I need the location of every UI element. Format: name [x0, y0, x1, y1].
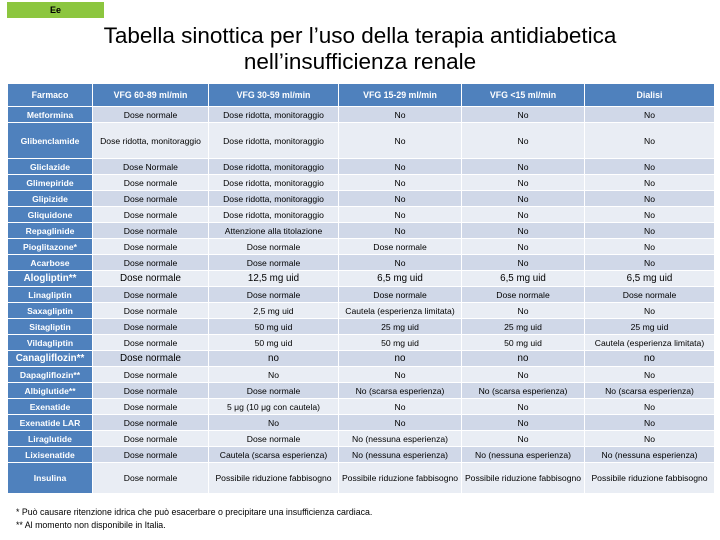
header-farmaco: Farmaco [8, 84, 93, 107]
dosage-cell: no [462, 351, 585, 367]
drug-name-cell: Gliclazide [8, 159, 93, 175]
dosage-cell: No [339, 175, 462, 191]
dosage-cell: No (scarsa esperienza) [339, 383, 462, 399]
dosage-cell: Dose ridotta, monitoraggio [209, 123, 339, 159]
dosage-cell: Dose normale [209, 287, 339, 303]
dosage-cell: No (scarsa esperienza) [462, 383, 585, 399]
table-row [8, 271, 715, 287]
drug-name-cell: Saxagliptin [8, 303, 93, 319]
dosage-cell: no [339, 351, 462, 367]
dosage-cell: 50 mg uid [339, 335, 462, 351]
dosage-cell: No [339, 207, 462, 223]
dosage-cell: Dose normale [93, 431, 209, 447]
dosage-cell: No (nessuna esperienza) [339, 447, 462, 463]
dosage-cell: No [209, 367, 339, 383]
dosage-cell: Possibile riduzione fabbisogno [462, 463, 585, 494]
dosage-cell: No [339, 367, 462, 383]
drug-name-cell: Lixisenatide [8, 447, 93, 463]
dosage-cell: Cautela (esperienza limitata) [339, 303, 462, 319]
dosage-cell: No [585, 107, 715, 123]
table-body [8, 107, 715, 494]
table-row [8, 399, 715, 415]
table-row [8, 159, 715, 175]
table-header-row [8, 84, 715, 107]
dosage-cell: No [339, 255, 462, 271]
dosage-cell: Possibile riduzione fabbisogno [585, 463, 715, 494]
dosage-cell: Cautela (scarsa esperienza) [209, 447, 339, 463]
table-row [8, 223, 715, 239]
slide-title-line-2: nell’insufficienza renale [243, 49, 477, 74]
dosage-cell: No [339, 223, 462, 239]
dosage-cell: Dose normale [93, 207, 209, 223]
dosage-cell: No [462, 303, 585, 319]
slide-tag: Ee [7, 2, 104, 18]
dosage-cell: Dose ridotta, monitoraggio [209, 159, 339, 175]
dosage-cell: No [462, 255, 585, 271]
drug-name-cell: Alogliptin** [8, 271, 93, 287]
dosage-cell: No [462, 223, 585, 239]
dosage-cell: 50 mg uid [462, 335, 585, 351]
dosage-cell: 50 mg uid [209, 319, 339, 335]
dosage-cell: 6,5 mg uid [462, 271, 585, 287]
header-dialisi: Dialisi [585, 84, 715, 107]
dosage-cell: No [585, 223, 715, 239]
dosage-cell: Cautela (esperienza limitata) [585, 335, 715, 351]
slide-title-line-1: Tabella sinottica per l’uso della terapia antidiabetica [103, 23, 617, 48]
dosage-cell: Dose normale [93, 191, 209, 207]
dosage-cell: No [585, 415, 715, 431]
drug-name-cell: Acarbose [8, 255, 93, 271]
table-row [8, 303, 715, 319]
table-row [8, 431, 715, 447]
dosage-cell: Dose ridotta, monitoraggio [209, 207, 339, 223]
dosage-cell: no [585, 351, 715, 367]
dosage-cell: Dose normale [93, 383, 209, 399]
dosage-cell: No [585, 175, 715, 191]
table-row [8, 415, 715, 431]
dosage-cell: No [585, 255, 715, 271]
drug-name-cell: Metformina [8, 107, 93, 123]
header-vfg-15-29: VFG 15-29 ml/min [339, 84, 462, 107]
dosage-cell: 5 μg (10 μg con cautela) [209, 399, 339, 415]
slide-title [0, 23, 720, 75]
dosage-cell: No [585, 159, 715, 175]
table-row [8, 175, 715, 191]
dosage-cell: Dose normale [93, 463, 209, 494]
drug-name-cell: Exenatide LAR [8, 415, 93, 431]
dosage-cell: 6,5 mg uid [585, 271, 715, 287]
dosage-cell: No (nessuna esperienza) [585, 447, 715, 463]
dosage-cell: Dose ridotta, monitoraggio [209, 191, 339, 207]
dosage-cell: Dose normale [93, 271, 209, 287]
dosage-cell: No (nessuna esperienza) [339, 431, 462, 447]
dosage-cell: Dose normale [93, 239, 209, 255]
dosage-cell: No [585, 399, 715, 415]
dosage-cell: Dose normale [209, 431, 339, 447]
table-row [8, 335, 715, 351]
table-row [8, 447, 715, 463]
table-row [8, 319, 715, 335]
dosage-cell: No [339, 399, 462, 415]
table-row [8, 463, 715, 494]
dosage-cell: Dose normale [209, 239, 339, 255]
dosage-cell: No [585, 123, 715, 159]
drug-name-cell: Vildagliptin [8, 335, 93, 351]
dosage-cell: Dose normale [462, 287, 585, 303]
dosage-cell: No [462, 239, 585, 255]
dosage-cell: Dose normale [93, 335, 209, 351]
table-row [8, 287, 715, 303]
table-row [8, 255, 715, 271]
dosage-cell: Dose normale [585, 287, 715, 303]
dosage-cell: no [209, 351, 339, 367]
dosage-cell: Dose ridotta, monitoraggio [209, 107, 339, 123]
dosage-cell: Dose normale [93, 319, 209, 335]
dosage-cell: No [585, 239, 715, 255]
drug-name-cell: Glipizide [8, 191, 93, 207]
dosage-cell: 25 mg uid [585, 319, 715, 335]
dosage-cell: No [585, 207, 715, 223]
drug-name-cell: Albiglutide** [8, 383, 93, 399]
table-row [8, 351, 715, 367]
dosage-cell: No [585, 191, 715, 207]
table-row [8, 383, 715, 399]
table-row [8, 107, 715, 123]
dosage-cell: Dose ridotta, monitoraggio [209, 175, 339, 191]
dosage-cell: Dose normale [209, 255, 339, 271]
dosage-cell: No [462, 431, 585, 447]
dosage-cell: No [209, 415, 339, 431]
dosage-cell: No [462, 191, 585, 207]
renal-therapy-table [7, 83, 715, 494]
dosage-cell: No [585, 367, 715, 383]
dosage-cell: No [462, 175, 585, 191]
dosage-cell: Dose normale [93, 303, 209, 319]
dosage-cell: 50 mg uid [209, 335, 339, 351]
drug-name-cell: Repaglinide [8, 223, 93, 239]
drug-name-cell: Linagliptin [8, 287, 93, 303]
table-row [8, 207, 715, 223]
dosage-cell: No [585, 303, 715, 319]
drug-name-cell: Pioglitazone* [8, 239, 93, 255]
dosage-cell: Dose normale [339, 239, 462, 255]
dosage-cell: No [585, 431, 715, 447]
dosage-cell: 25 mg uid [339, 319, 462, 335]
dosage-cell: Possibile riduzione fabbisogno [209, 463, 339, 494]
dosage-cell: Dose normale [93, 447, 209, 463]
dosage-cell: Dose normale [93, 367, 209, 383]
dosage-cell: 2,5 mg uid [209, 303, 339, 319]
dosage-cell: Dose normale [209, 383, 339, 399]
table-row [8, 191, 715, 207]
dosage-cell: Dose normale [93, 175, 209, 191]
drug-name-cell: Liraglutide [8, 431, 93, 447]
dosage-cell: No [462, 207, 585, 223]
drug-name-cell: Glibenclamide [8, 123, 93, 159]
dosage-cell: Dose normale [93, 255, 209, 271]
drug-name-cell: Exenatide [8, 399, 93, 415]
header-vfg-60-89: VFG 60-89 ml/min [93, 84, 209, 107]
drug-name-cell: Dapagliflozin** [8, 367, 93, 383]
dosage-cell: No [462, 159, 585, 175]
dosage-cell: No [462, 415, 585, 431]
footnote-2: ** Al momento non disponibile in Italia. [16, 520, 166, 530]
drug-name-cell: Sitagliptin [8, 319, 93, 335]
drug-name-cell: Glimepiride [8, 175, 93, 191]
dosage-cell: Dose normale [93, 399, 209, 415]
dosage-cell: No (scarsa esperienza) [585, 383, 715, 399]
dosage-cell: Dose normale [339, 287, 462, 303]
drug-name-cell: Insulina [8, 463, 93, 494]
dosage-cell: No [339, 159, 462, 175]
dosage-cell: No [339, 107, 462, 123]
dosage-cell: Dose normale [93, 351, 209, 367]
dosage-cell: No [462, 107, 585, 123]
dosage-cell: No [339, 191, 462, 207]
header-vfg-under-15: VFG <15 ml/min [462, 84, 585, 107]
drug-name-cell: Gliquidone [8, 207, 93, 223]
dosage-cell: No [339, 123, 462, 159]
dosage-cell: No (nessuna esperienza) [462, 447, 585, 463]
dosage-cell: No [462, 399, 585, 415]
footnotes [16, 506, 372, 532]
dosage-cell: 25 mg uid [462, 319, 585, 335]
dosage-cell: Dose ridotta, monitoraggio [93, 123, 209, 159]
dosage-cell: Attenzione alla titolazione [209, 223, 339, 239]
dosage-cell: Dose normale [93, 107, 209, 123]
dosage-cell: 6,5 mg uid [339, 271, 462, 287]
table-row [8, 367, 715, 383]
dosage-cell: No [462, 123, 585, 159]
dosage-cell: Dose normale [93, 223, 209, 239]
dosage-cell: No [462, 367, 585, 383]
table-row [8, 239, 715, 255]
header-vfg-30-59: VFG 30-59 ml/min [209, 84, 339, 107]
table-row [8, 123, 715, 159]
dosage-cell: 12,5 mg uid [209, 271, 339, 287]
dosage-cell: Dose normale [93, 415, 209, 431]
dosage-cell: No [339, 415, 462, 431]
footnote-1: * Può causare ritenzione idrica che può esacerbare o precipitare una insufficienza cardiaca. [16, 507, 373, 517]
dosage-cell: Dose Normale [93, 159, 209, 175]
dosage-cell: Possibile riduzione fabbisogno [339, 463, 462, 494]
dosage-cell: Dose normale [93, 287, 209, 303]
drug-name-cell: Canagliflozin** [8, 351, 93, 367]
